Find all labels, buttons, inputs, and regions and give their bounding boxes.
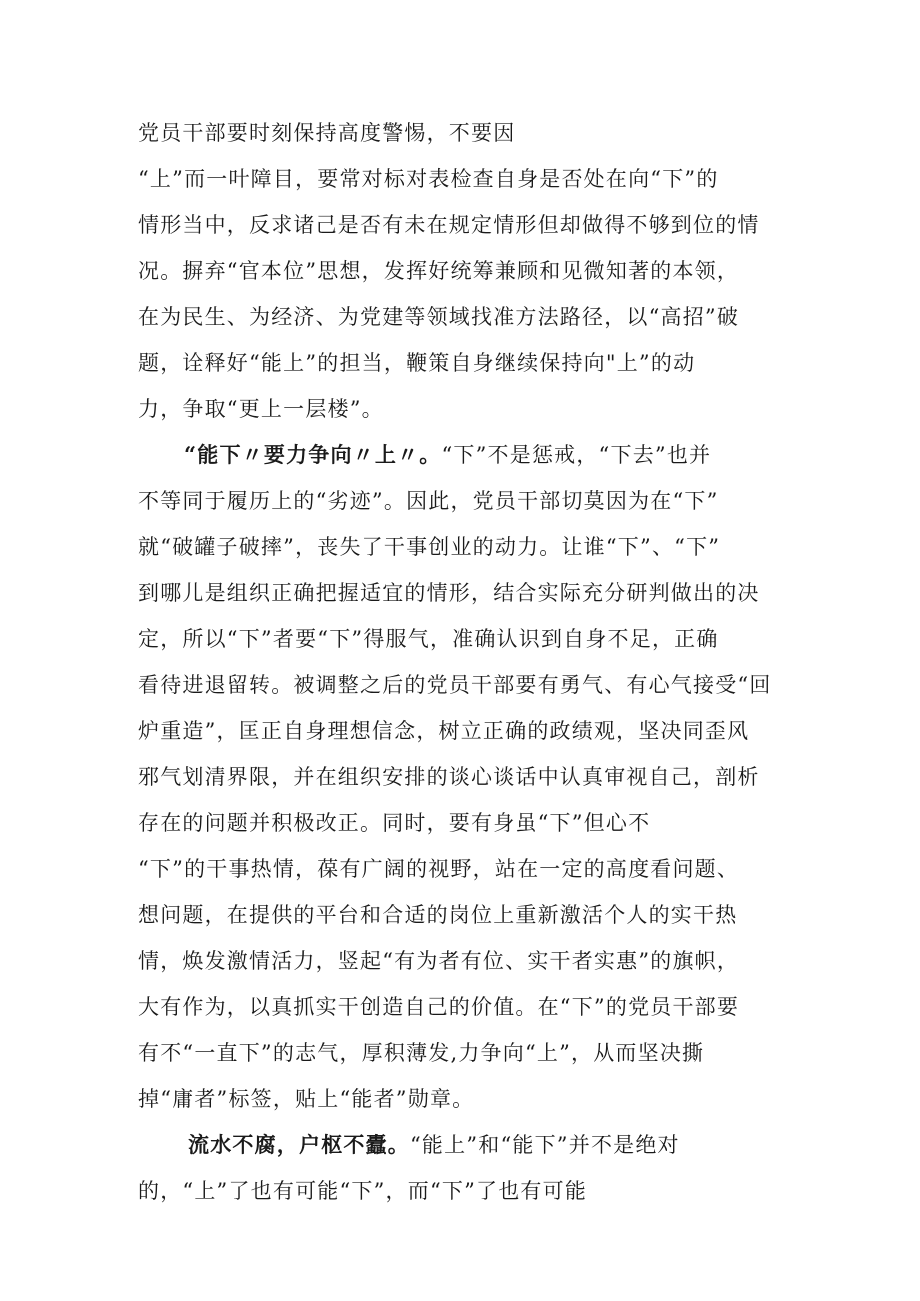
text-line: 况。摒弃“官本位”思想，发挥好统筹兼顾和见微知著的本领， — [138, 259, 740, 283]
text-line: 情，焕发激情活力，竖起“有为者有位、实干者实惠”的旗帜， — [138, 949, 740, 973]
text-line: 邪气划清界限，并在组织安排的谈心谈话中认真审视自己，剖析 — [138, 765, 760, 789]
text-line: 在为民生、为经济、为党建等领域找准方法路径，以“高招”破 — [138, 305, 740, 329]
text-line: 看待进退留转。被调整之后的党员干部要有勇气、有心气接受“回 — [138, 673, 772, 697]
paragraph-first-line — [184, 443, 711, 467]
text-line: 存在的问题并积极改正。同时，要有身虽“下”但心不 — [138, 811, 651, 835]
text-line: 的，“上”了也有可能“下”，而“下”了也有可能 — [138, 1179, 588, 1203]
paragraph-heading: 流水不腐，户枢不蠹。 — [188, 1132, 410, 1157]
text-line: 到哪儿是组织正确把握适宜的情形，结合实际充分研判做出的决 — [138, 581, 760, 605]
text-line: 题，诠释好“能上”的担当，鞭策自身继续保持向"上”的动 — [138, 351, 696, 375]
text-line: “下”的干事热情，葆有广阔的视野，站在一定的高度看问题、 — [138, 857, 740, 881]
text-line: 情形当中，反求诸己是否有未在规定情形但却做得不够到位的情 — [138, 213, 760, 237]
text-line: “上”而一叶障目，要常对标对表检查自身是否处在向“下”的 — [138, 167, 719, 191]
text-line: 想问题，在提供的平台和合适的岗位上重新激活个人的实干热 — [138, 903, 738, 927]
text-line: 就“破罐子破摔”，丧失了干事创业的动力。让谁“下”、“下” — [138, 535, 721, 559]
text-line: 力，争取“更上一层楼”。 — [138, 397, 384, 421]
paragraph-text: “能上”和“能下”并不是绝对 — [410, 1133, 680, 1157]
text-line: 有不“一直下”的志气，厚积薄发,力争向“上”，从而坚决撕 — [138, 1041, 705, 1065]
paragraph-text: “下”不是惩戒，“下去”也并 — [441, 443, 712, 467]
paragraph-first-line — [188, 1133, 680, 1157]
paragraph-heading: “能下〃要力争向〃上〃。 — [184, 442, 442, 467]
text-line: 定，所以“下”者要“下”得服气，准确认识到自身不足，正确 — [138, 627, 719, 651]
text-line: 党员干部要时刻保持高度警惕，不要因 — [138, 121, 516, 145]
text-line: 不等同于履历上的“劣迹”。因此，党员干部切莫因为在“下” — [138, 489, 719, 513]
text-line: 炉重造”，匡正自身理想信念，树立正确的政绩观，坚决同歪风 — [138, 719, 750, 743]
text-line: 掉“庸者”标签，贴上“能者”勋章。 — [138, 1087, 475, 1111]
text-line: 大有作为，以真抓实干创造自己的价值。在“下”的党员干部要 — [138, 995, 740, 1019]
